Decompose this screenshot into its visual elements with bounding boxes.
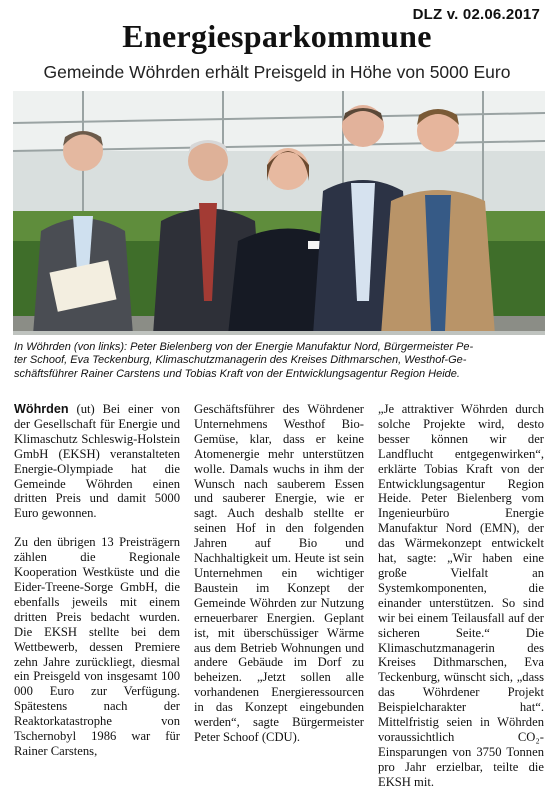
article-paragraph: [14, 402, 180, 521]
article-column-2: [194, 402, 364, 745]
dateline: Wöhrden: [14, 402, 69, 416]
caption-line: schäftsführer Rainer Carstens und Tobias Kraft von der Entwicklungsagentur Region Heide.: [14, 367, 460, 380]
caption-line: ter Schoof, Eva Teckenburg, Klimaschutzmanagerin des Kreises Dithmarschen, Westhof-Ge-: [14, 354, 467, 367]
article-paragraph: „Je attraktiver Wöhrden durch solche Projekte wird, desto besser können wir der Landflucht entgegenwirken“, erklärte Tobias Kraft von der Entwicklungsagentur Region Heide. Peter Bielenberg vom Ingenieurbüro Energie Manufaktur Nord (EMN), der das Wärmekonzept entwickelt hat, sagte: „Wir haben eine große Vielfalt an Systemkomponenten, die einander unterstützen. So sind wir bei einem Teilausfall auf der sicheren Seite.“ Die Klimaschutzmanagerin des Kreises Dithmarschen, Eva Teckenburg, wünscht sich, „dass das Wöhrdener Projekt Beispielcharakter hat“. Mittelfristig seien in Wöhrden voraussichtlich CO₂-Einsparungen von 3750 Tonnen pro Jahr erzielbar, teilte die EKSH mit.: [378, 402, 544, 789]
article-column-1: [14, 402, 180, 759]
source-date: DLZ v. 02.06.2017: [412, 6, 540, 23]
article-paragraph: Geschäftsführer des Wöhrdener Unternehmens Westhof Bio-Gemüse, klar, dass er keine Atomenergie mehr unterstützen wolle. Damals wuchs in ihm der Wunsch nach sauberem Essen und sauberer Energie, wie er sagt. Auch deshalb stellte er seinen Hof in den folgenden Jahren auf Bio und Nachhaltigkeit um. Heute ist sein Unternehmen ein wichtiger Baustein im Konzept der Gemeinde Wöhrden zur Nutzung erneuerbarer Energien. Geplant ist, mit überschüssiger Wärme aus dem Betrieb Wohnungen und andere Gebäude im Dorf zu beheizen. „Jetzt sollen alle vorhandenen Energieressourcen in das Konzept eingebunden werden“, sagte Bürgermeister Peter Schoof (CDU).: [194, 402, 364, 744]
subheadline: Gemeinde Wöhrden erhält Preisgeld in Höhe von 5000 Euro: [43, 62, 511, 82]
headline: Energiesparkommune: [122, 18, 432, 54]
caption-line: In Wöhrden (von links): Peter Bielenberg von der Energie Manufaktur Nord, Bürgermeister Pe-: [14, 341, 474, 353]
photo-caption: [14, 341, 544, 381]
group-photo: [13, 91, 545, 335]
group-photo-illustration: [13, 91, 545, 335]
article-column-3: [378, 402, 544, 790]
paragraph-text: (ut) Bei einer von der Gesellschaft für Energie und Klimaschutz Schleswig-Holstein GmbH (EKSH) veranstalteten Energie-Olympiade hat die Gemeinde Wöhrden einen dritten Preis und damit 5000 Euro gewonnen.: [14, 402, 180, 521]
article-paragraph: Zu den übrigen 13 Preisträgern zählen die Regionale Kooperation Westküste und die Eider-Treene-Sorge GmbH, die ebenfalls jeweils mit einem dritten Preis bedacht wurden. Die EKSH stellte bei dem Wettbewerb, dessen Premiere zehn Jahre zurückliegt, diesmal ein Preisgeld von insgesamt 100 000 Euro zur Verfügung. Spätestens nach der Reaktorkatastrophe von Tschernobyl 1986 war für Rainer Carstens,: [14, 535, 180, 758]
